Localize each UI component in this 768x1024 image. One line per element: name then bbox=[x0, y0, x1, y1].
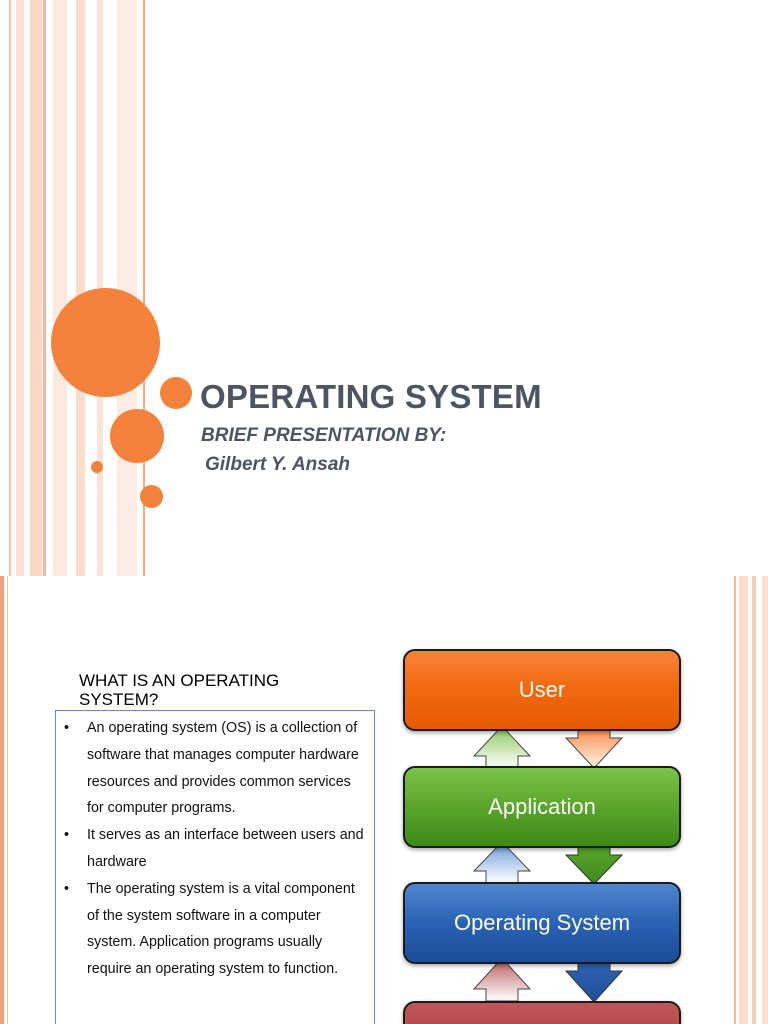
decor-stripe bbox=[117, 0, 137, 576]
list-item bbox=[64, 715, 369, 822]
decor-stripe bbox=[0, 576, 4, 1024]
application-layer-box bbox=[403, 766, 681, 848]
up-arrow-icon bbox=[474, 842, 530, 883]
list-item bbox=[64, 876, 369, 983]
decor-stripe bbox=[53, 0, 67, 576]
decor-circle bbox=[110, 409, 164, 463]
decor-circle-small bbox=[91, 461, 103, 473]
up-arrow-icon bbox=[474, 958, 530, 1001]
slide-subtitle: BRIEF PRESENTATION BY: bbox=[201, 425, 447, 446]
decor-circle bbox=[160, 377, 192, 409]
decor-stripe bbox=[16, 0, 24, 576]
list-item bbox=[64, 822, 369, 876]
bullet-text: An operating system (OS) is a collection of software that manages computer hardware resources and provides common services for computer programs. bbox=[87, 720, 359, 817]
os-layer-diagram bbox=[398, 646, 688, 1024]
layer-label: Operating System bbox=[453, 910, 631, 935]
bullet-text-box bbox=[55, 710, 375, 1024]
layer-label: Application bbox=[488, 794, 596, 819]
down-arrow-icon bbox=[566, 726, 622, 768]
decor-stripe bbox=[739, 576, 748, 1024]
down-arrow-icon bbox=[566, 843, 622, 884]
decor-stripe bbox=[30, 0, 42, 576]
bullet-icon: • bbox=[64, 720, 70, 736]
user-layer-box bbox=[403, 649, 681, 731]
decor-stripe bbox=[76, 0, 85, 576]
author-name: Gilbert Y. Ansah bbox=[205, 454, 351, 475]
decor-stripe bbox=[7, 576, 8, 1024]
slide-title: OPERATING SYSTEM bbox=[200, 378, 542, 415]
hardware-layer-box bbox=[403, 1001, 681, 1024]
decor-stripe bbox=[752, 576, 756, 1024]
content-slide bbox=[0, 576, 768, 1024]
up-arrow-icon bbox=[474, 726, 530, 768]
bullet-text: The operating system is a vital component of the system software in a computer system. Application programs usually require an operating system to function. bbox=[87, 880, 355, 978]
os-layer-box bbox=[403, 882, 681, 964]
down-arrow-icon bbox=[566, 959, 622, 1002]
layer-label: User bbox=[518, 677, 566, 702]
bullet-icon: • bbox=[64, 827, 70, 844]
bullet-icon: • bbox=[64, 880, 70, 897]
bullet-text: It serves as an interface between users and hardware bbox=[87, 827, 364, 870]
slide-heading: WHAT IS AN OPERATING SYSTEM? bbox=[79, 671, 280, 709]
decor-stripe bbox=[734, 576, 736, 1024]
decor-stripe bbox=[9, 0, 11, 576]
decor-circle-large bbox=[51, 288, 160, 397]
bullet-list bbox=[64, 715, 369, 983]
decor-stripe bbox=[762, 576, 768, 1024]
decor-stripe bbox=[43, 0, 46, 576]
decor-circle bbox=[140, 485, 163, 508]
